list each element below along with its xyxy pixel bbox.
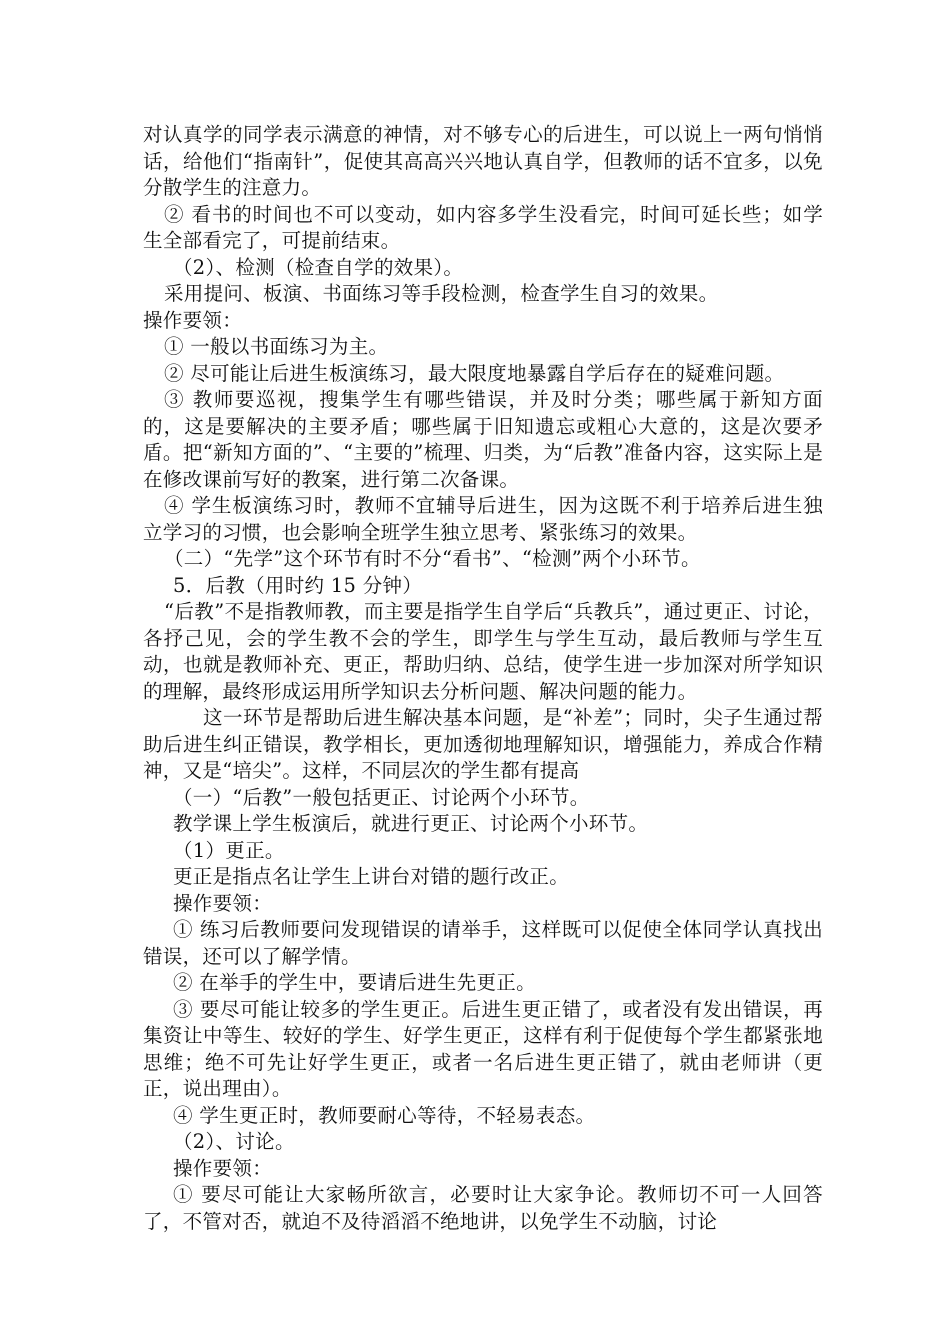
paragraph: （2）、讨论。 xyxy=(173,1130,295,1153)
paragraph: ① 要尽可能让大家畅所欲言，必要时让大家争论。教师切不可一人回答了，不管对否，就迫不及待滔滔不绝地讲，以免学生不动脑，讨论 xyxy=(143,1183,823,1233)
document-body xyxy=(143,122,823,1235)
paragraph: 采用提问、板演、书面练习等手段检测，检查学生自习的效果。 xyxy=(164,282,719,305)
paragraph: ③ 教师要巡视，搜集学生有哪些错误，并及时分类；哪些属于新知方面的，这是要解决的主要矛盾；哪些属于旧知遗忘或粗心大意的，这是次要矛盾。把“新知方面的”、“主要的”梳理、归类，为“后教”准备内容，这实际上是在修改课前写好的教案，进行第二次备课。 xyxy=(143,388,823,491)
paragraph: ③ 要尽可能让较多的学生更正。后进生更正错了，或者没有发出错误，再集资让中等生、较好的学生、好学生更正，这样有利于促使每个学生都紧张地思维；绝不可先让好学生更正，或者一名后进生更正错了，就由老师讲（更正，说出理由）。 xyxy=(143,997,823,1100)
paragraph: “后教”不是指教师教，而主要是指学生自学后“兵教兵”，通过更正、讨论，各抒己见，会的学生教不会的学生，即学生与学生互动，最后教师与学生互动，也就是教师补充、更正，帮助归纳、总结，使学生进一步加深对所学知识的理解，最终形成运用所学知识去分析问题、解决问题的能力。 xyxy=(143,600,823,703)
paragraph: （2）、检测（检查自学的效果）。 xyxy=(173,255,464,279)
paragraph: ② 看书的时间也不可以变动，如内容多学生没看完，时间可延长些；如学生全部看完了，可提前结束。 xyxy=(143,202,823,252)
paragraph: ① 一般以书面练习为主。 xyxy=(164,335,389,358)
paragraph: 操作要领： xyxy=(173,891,273,915)
paragraph: （一）“后教”一般包括更正、讨论两个小环节。 xyxy=(173,785,590,809)
paragraph: ① 练习后教师要问发现错误的请举手，这样既可以促使全体同学认真找出错误，还可以了解学情。 xyxy=(143,918,823,968)
paragraph: 这一环节是帮助后进生解决基本问题，是“补差”；同时，尖子生通过帮助后进生纠正错误，教学相长，更加透彻地理解知识，增强能力，养成合作精神，又是“培尖”。这样，不同层次的学生都有提高 xyxy=(143,706,823,782)
paragraph: 更正是指点名让学生上讲台对错的题行改正。 xyxy=(173,865,570,888)
paragraph: 对认真学的同学表示满意的神情，对不够专心的后进生，可以说上一两句悄悄话，给他们“指南针”，促使其高高兴兴地认真自学，但教师的话不宜多，以免分散学生的注意力。 xyxy=(143,123,823,199)
paragraph: ② 在举手的学生中，要请后进生先更正。 xyxy=(173,971,536,994)
paragraph: ④ 学生更正时，教师要耐心等待，不轻易表态。 xyxy=(173,1103,596,1127)
paragraph: ④ 学生板演练习时，教师不宜辅导后进生，因为这既不利于培养后进生独立学习的习惯，也会影响全班学生独立思考、紧张练习的效果。 xyxy=(143,494,823,544)
paragraph: （1）更正。 xyxy=(173,838,285,862)
paragraph: 教学课上学生板演后，就进行更正、讨论两个小环节。 xyxy=(173,812,649,835)
section-heading: 5．后教（用时约 15 分钟） xyxy=(173,573,423,597)
paragraph: 操作要领： xyxy=(173,1156,273,1180)
paragraph: 操作要领： xyxy=(143,308,243,332)
paragraph: （二）“先学”这个环节有时不分“看书”、“检测”两个小环节。 xyxy=(164,547,701,570)
paragraph: ② 尽可能让后进生板演练习，最大限度地暴露自学后存在的疑难问题。 xyxy=(164,361,785,385)
